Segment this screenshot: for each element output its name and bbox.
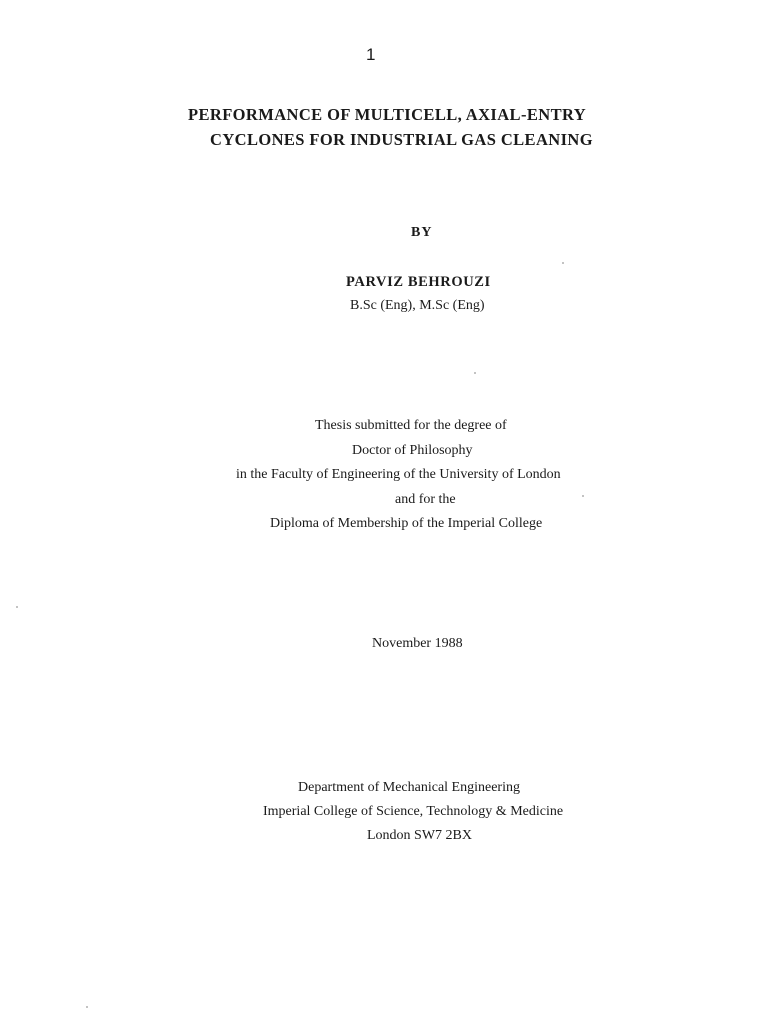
thesis-statement-line: in the Faculty of Engineering of the University of London [236,467,561,482]
scan-speck [582,495,584,497]
submission-date: November 1988 [372,636,463,651]
author-name: PARVIZ BEHROUZI [346,274,491,290]
page-number: 1 [366,45,376,64]
by-label: BY [411,225,433,240]
author-degrees: B.Sc (Eng), M.Sc (Eng) [350,298,485,313]
thesis-statement-line: Thesis submitted for the degree of [315,418,507,433]
scan-speck [562,262,564,264]
department-line: Imperial College of Science, Technology & Medicine [263,804,564,819]
thesis-title-line-2: CYCLONES FOR INDUSTRIAL GAS CLEANING [210,130,593,149]
scan-speck [86,1006,88,1008]
thesis-statement-line: Diploma of Membership of the Imperial College [270,516,543,531]
scan-speck [474,372,476,374]
thesis-statement-line: Doctor of Philosophy [352,443,473,458]
scan-speck [16,606,18,608]
department-line: London SW7 2BX [367,828,472,843]
department-line: Department of Mechanical Engineering [298,780,520,795]
thesis-statement-line: and for the [395,492,456,507]
thesis-title-line-1: PERFORMANCE OF MULTICELL, AXIAL-ENTRY [188,105,587,124]
